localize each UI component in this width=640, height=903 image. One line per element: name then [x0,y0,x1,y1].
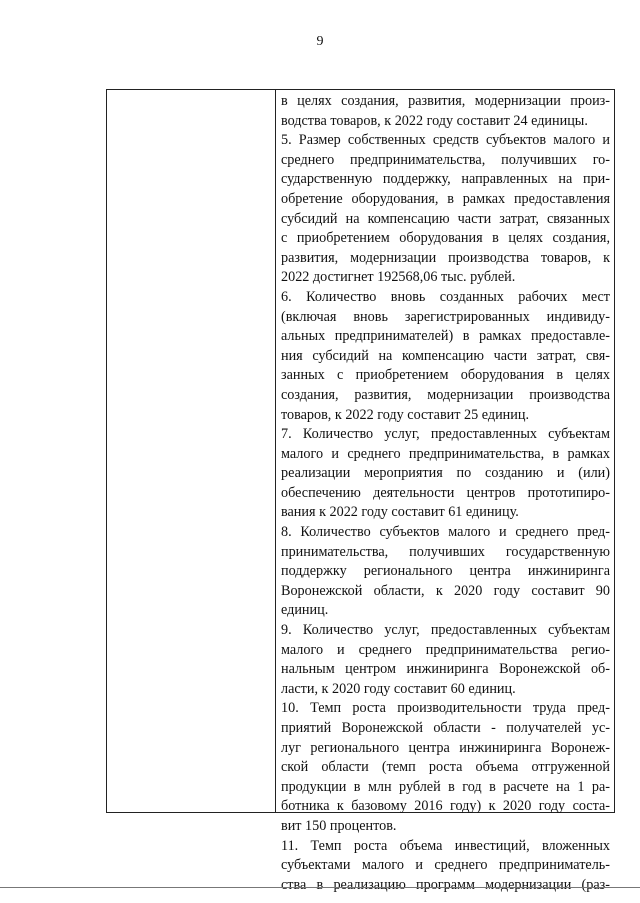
text-line: ласти, к 2020 году составит 60 единиц. [281,680,516,697]
text-line: ства в реализацию программ модернизации (раз- [281,876,610,893]
text-line: вания к 2022 году составит 61 единицу. [281,504,519,521]
text-line: с приобретением оборудования в целях создания, [281,230,610,247]
page-bottom-divider [0,887,640,888]
text-line: развития, модернизации производства товаров, к [281,249,610,266]
page-number: 9 [316,34,324,49]
text-line: ской области (темп роста объема отгруженной [281,759,610,776]
text-line: продукции в млн рублей в год в расчете на 1 ра- [281,778,610,795]
text-line: обеспечению деятельности центров прототипиро- [281,484,610,501]
text-line: 7. Количество услуг, предоставленных субъектам [281,426,610,443]
text-line: приятий Воронежской области - получателей ус- [281,720,610,736]
text-line: субъектами малого и среднего предприниматель- [281,857,610,874]
text-line: водства товаров, к 2022 году составит 24 единицы. [281,112,588,129]
text-line: малого и среднего предпринимательства регио- [281,641,610,658]
text-line: товаров, к 2022 году составит 25 единиц. [281,406,529,423]
text-line: (включая вновь зарегистрированных индивиду- [281,308,610,325]
text-line: субсидий на компенсацию части затрат, связанных [281,210,610,227]
text-line: 8. Количество субъектов малого и среднего пред- [281,524,610,541]
text-line: вит 150 процентов. [281,817,397,834]
table-left-cell [107,90,276,812]
text-line: ния субсидий на компенсацию части затрат, свя- [281,347,610,364]
text-line: нальным центром инжиниринга Воронежской об- [281,661,610,678]
text-line: 5. Размер собственных средств субъектов малого и [281,132,610,149]
text-line: принимательства, получивших государственную [281,543,610,560]
table-right-cell [276,90,614,893]
text-line: реализации мероприятия по созданию и (или) [281,465,610,482]
text-line: единиц. [281,602,329,619]
text-line: 10. Темп роста производительности труда пред- [281,700,610,717]
text-line: занных с приобретением оборудования в целях [281,367,610,384]
text-line: луг регионального центра инжиниринга Воронеж- [281,739,610,756]
text-line: поддержку регионального центра инжиниринга [281,563,610,580]
text-line: сударственную поддержку, направленных на при- [281,171,610,188]
text-line: в целях создания, развития, модернизации произ- [281,93,610,109]
text-line: малого и среднего предпринимательства, в рамках [281,445,610,462]
text-line: Воронежской области, к 2020 году составит 90 [281,582,610,599]
text-line: альных предпринимателей) в рамках предоставле- [281,328,610,345]
text-line: создания, развития, модернизации производства [281,386,610,403]
text-line: 11. Темп роста объема инвестиций, вложенных [281,837,610,854]
text-line: 9. Количество услуг, предоставленных субъектам [281,622,610,639]
text-line: ботника к базовому 2016 году) к 2020 году соста- [281,798,610,815]
text-line: обретение оборудования, в рамках предоставления [281,190,610,207]
text-line: среднего предпринимательства, получивших го- [281,151,610,168]
document-table [106,89,615,893]
text-line: 6. Количество вновь созданных рабочих мест [281,288,610,305]
text-line: 2022 достигнет 192568,06 тыс. рублей. [281,269,516,286]
